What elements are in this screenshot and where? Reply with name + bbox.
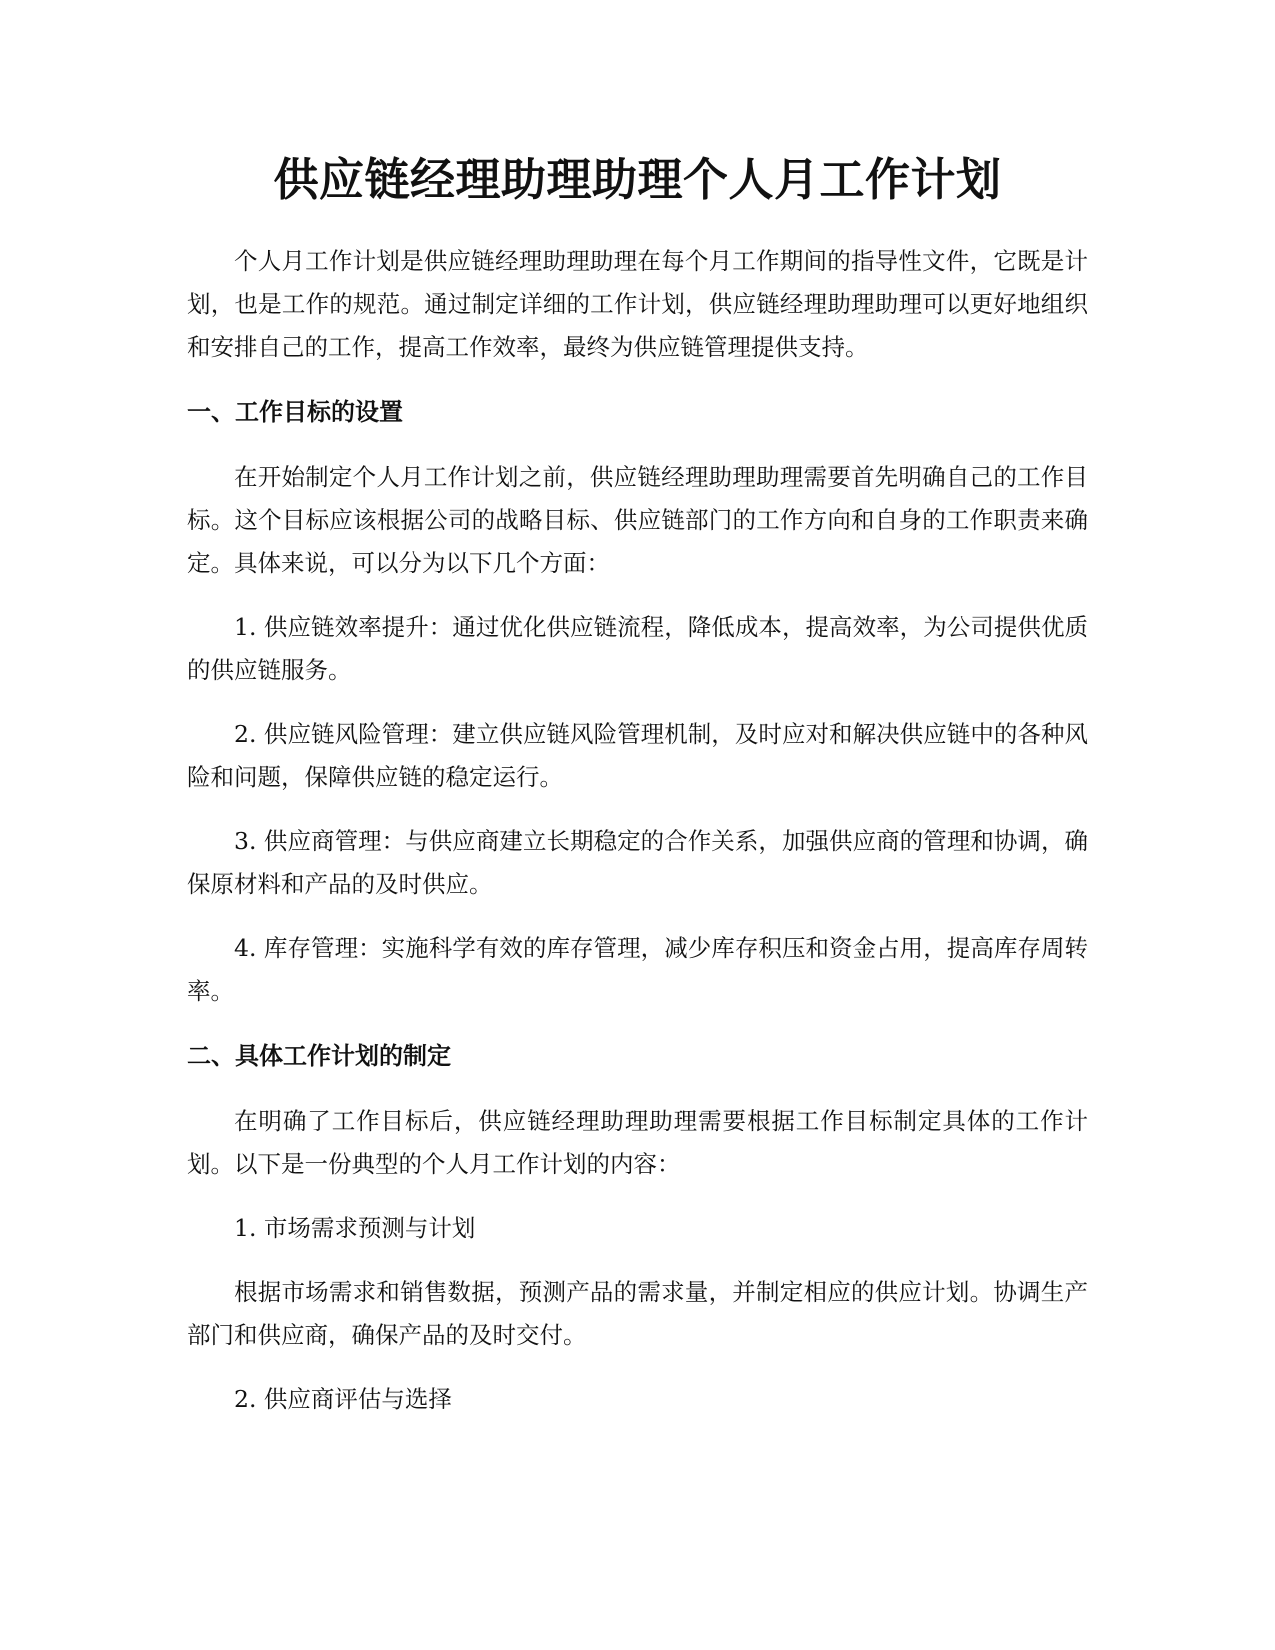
plan-item-1-text: 根据市场需求和销售数据，预测产品的需求量，并制定相应的供应计划。协调生产部门和供应商，确保产品的及时交付。 [187,1278,1088,1349]
section-2-intro: 在明确了工作目标后，供应链经理助理助理需要根据工作目标制定具体的工作计划。以下是一份典型的个人月工作计划的内容： [187,1107,1088,1178]
plan-item-2-title: 2. 供应商评估与选择 [234,1385,452,1413]
document-body [187,140,1088,1421]
section-1-heading: 一、工作目标的设置 [187,398,403,426]
goal-item-2: 2. 供应链风险管理：建立供应链风险管理机制，及时应对和解决供应链中的各种风险和问题，保障供应链的稳定运行。 [187,720,1088,791]
goal-item-1: 1. 供应链效率提升：通过优化供应链流程，降低成本，提高效率，为公司提供优质的供应链服务。 [187,613,1088,684]
section-1-intro: 在开始制定个人月工作计划之前，供应链经理助理助理需要首先明确自己的工作目标。这个目标应该根据公司的战略目标、供应链部门的工作方向和自身的工作职责来确定。具体来说，可以分为以下几个方面： [187,463,1088,577]
goal-item-4: 4. 库存管理：实施科学有效的库存管理，减少库存积压和资金占用，提高库存周转率。 [187,934,1088,1005]
intro-paragraph: 个人月工作计划是供应链经理助理助理在每个月工作期间的指导性文件，它既是计划，也是工作的规范。通过制定详细的工作计划，供应链经理助理助理可以更好地组织和安排自己的工作，提高工作效率，最终为供应链管理提供支持。 [187,247,1088,361]
plan-item-1-title: 1. 市场需求预测与计划 [234,1214,476,1242]
document-title: 供应链经理助理助理个人月工作计划 [273,153,1002,206]
goal-item-3: 3. 供应商管理：与供应商建立长期稳定的合作关系，加强供应商的管理和协调，确保原材料和产品的及时供应。 [187,827,1088,898]
section-2-heading: 二、具体工作计划的制定 [187,1042,451,1070]
